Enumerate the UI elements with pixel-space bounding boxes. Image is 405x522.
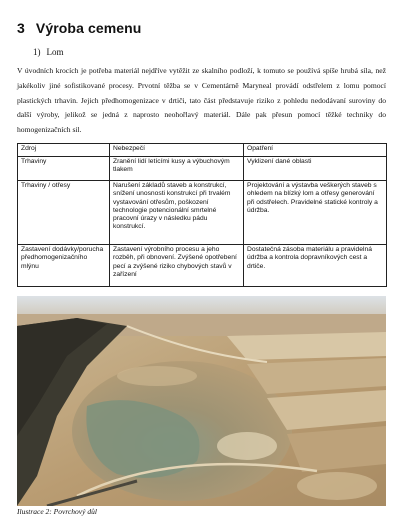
cell-source: Trhaviny: [18, 157, 110, 181]
section-heading: [17, 20, 141, 36]
risk-table: [17, 143, 387, 287]
cell-measure: Dostatečná zásoba materiálu a pravidelná údržba a kontrola dopravníkových cest a drtiče.: [244, 245, 387, 287]
terrace: [227, 332, 386, 360]
header-measure: Opatření: [244, 144, 387, 157]
subsection-number: 1): [33, 47, 41, 57]
table-row: [18, 181, 387, 245]
header-source: Zdroj: [18, 144, 110, 157]
cell-hazard: Zastavení výrobního procesu a jeho rozběh, při obnovení. Zvýšené opotřebení pecí a zvýšené riziko chybových stavů v zařízení: [110, 245, 244, 287]
quarry-photo: [17, 296, 386, 506]
cell-source: Zastavení dodávky/porucha předhomogenizačního mlýnu: [18, 245, 110, 287]
body-paragraph: V úvodních krocích je potřeba materiál nejdříve vytěžit ze skalního podloží, k tomuto se používá spíše hrubá síla, než jakékoliv jiné sofistikované procesy. Prvotní těžba se v Cementárně Maryneal provádí odstřelem z lomu pomocí plastických trhavin. Jejich předhomogenizace v drtiči, tato část představuje riziko z pohledu nedodávaní suroviny do další výroby, jelikož se jedná z naprosto neohořlavý materiál. Dále pak přesun pomocí těžké techniky do homogenizačních sil.: [17, 66, 386, 135]
cell-measure: Projektování a výstavba veškerých staveb s ohledem na blízký lom a otřesy generování při odstřelech. Pravidelné statické kontroly a údržba.: [244, 181, 387, 245]
subsection-heading: [33, 47, 64, 57]
table-row: [18, 157, 387, 181]
subsection-title: Lom: [46, 47, 64, 57]
header-hazard: Nebezpečí: [110, 144, 244, 157]
section-title: Výroba cemenu: [35, 20, 142, 36]
table-row: [18, 245, 387, 287]
figure-caption: Ilustrace 2: Povrchový důl: [17, 507, 97, 516]
cell-hazard: Zranění lidí letícími kusy a výbuchovým tlakem: [110, 157, 244, 181]
section-number: 3: [17, 20, 25, 36]
cell-measure: Vyklizení dané oblasti: [244, 157, 387, 181]
cell-hazard: Narušení základů staveb a konstrukcí, snížení unosnosti konstrukcí při trvalém vystavování otřesům, poškození technologie potencionální smrtelné pracovní úrazy v následku pádu konstrukcí.: [110, 181, 244, 245]
cell-source: Trhaviny / otřesy: [18, 181, 110, 245]
table-header-row: [18, 144, 387, 157]
